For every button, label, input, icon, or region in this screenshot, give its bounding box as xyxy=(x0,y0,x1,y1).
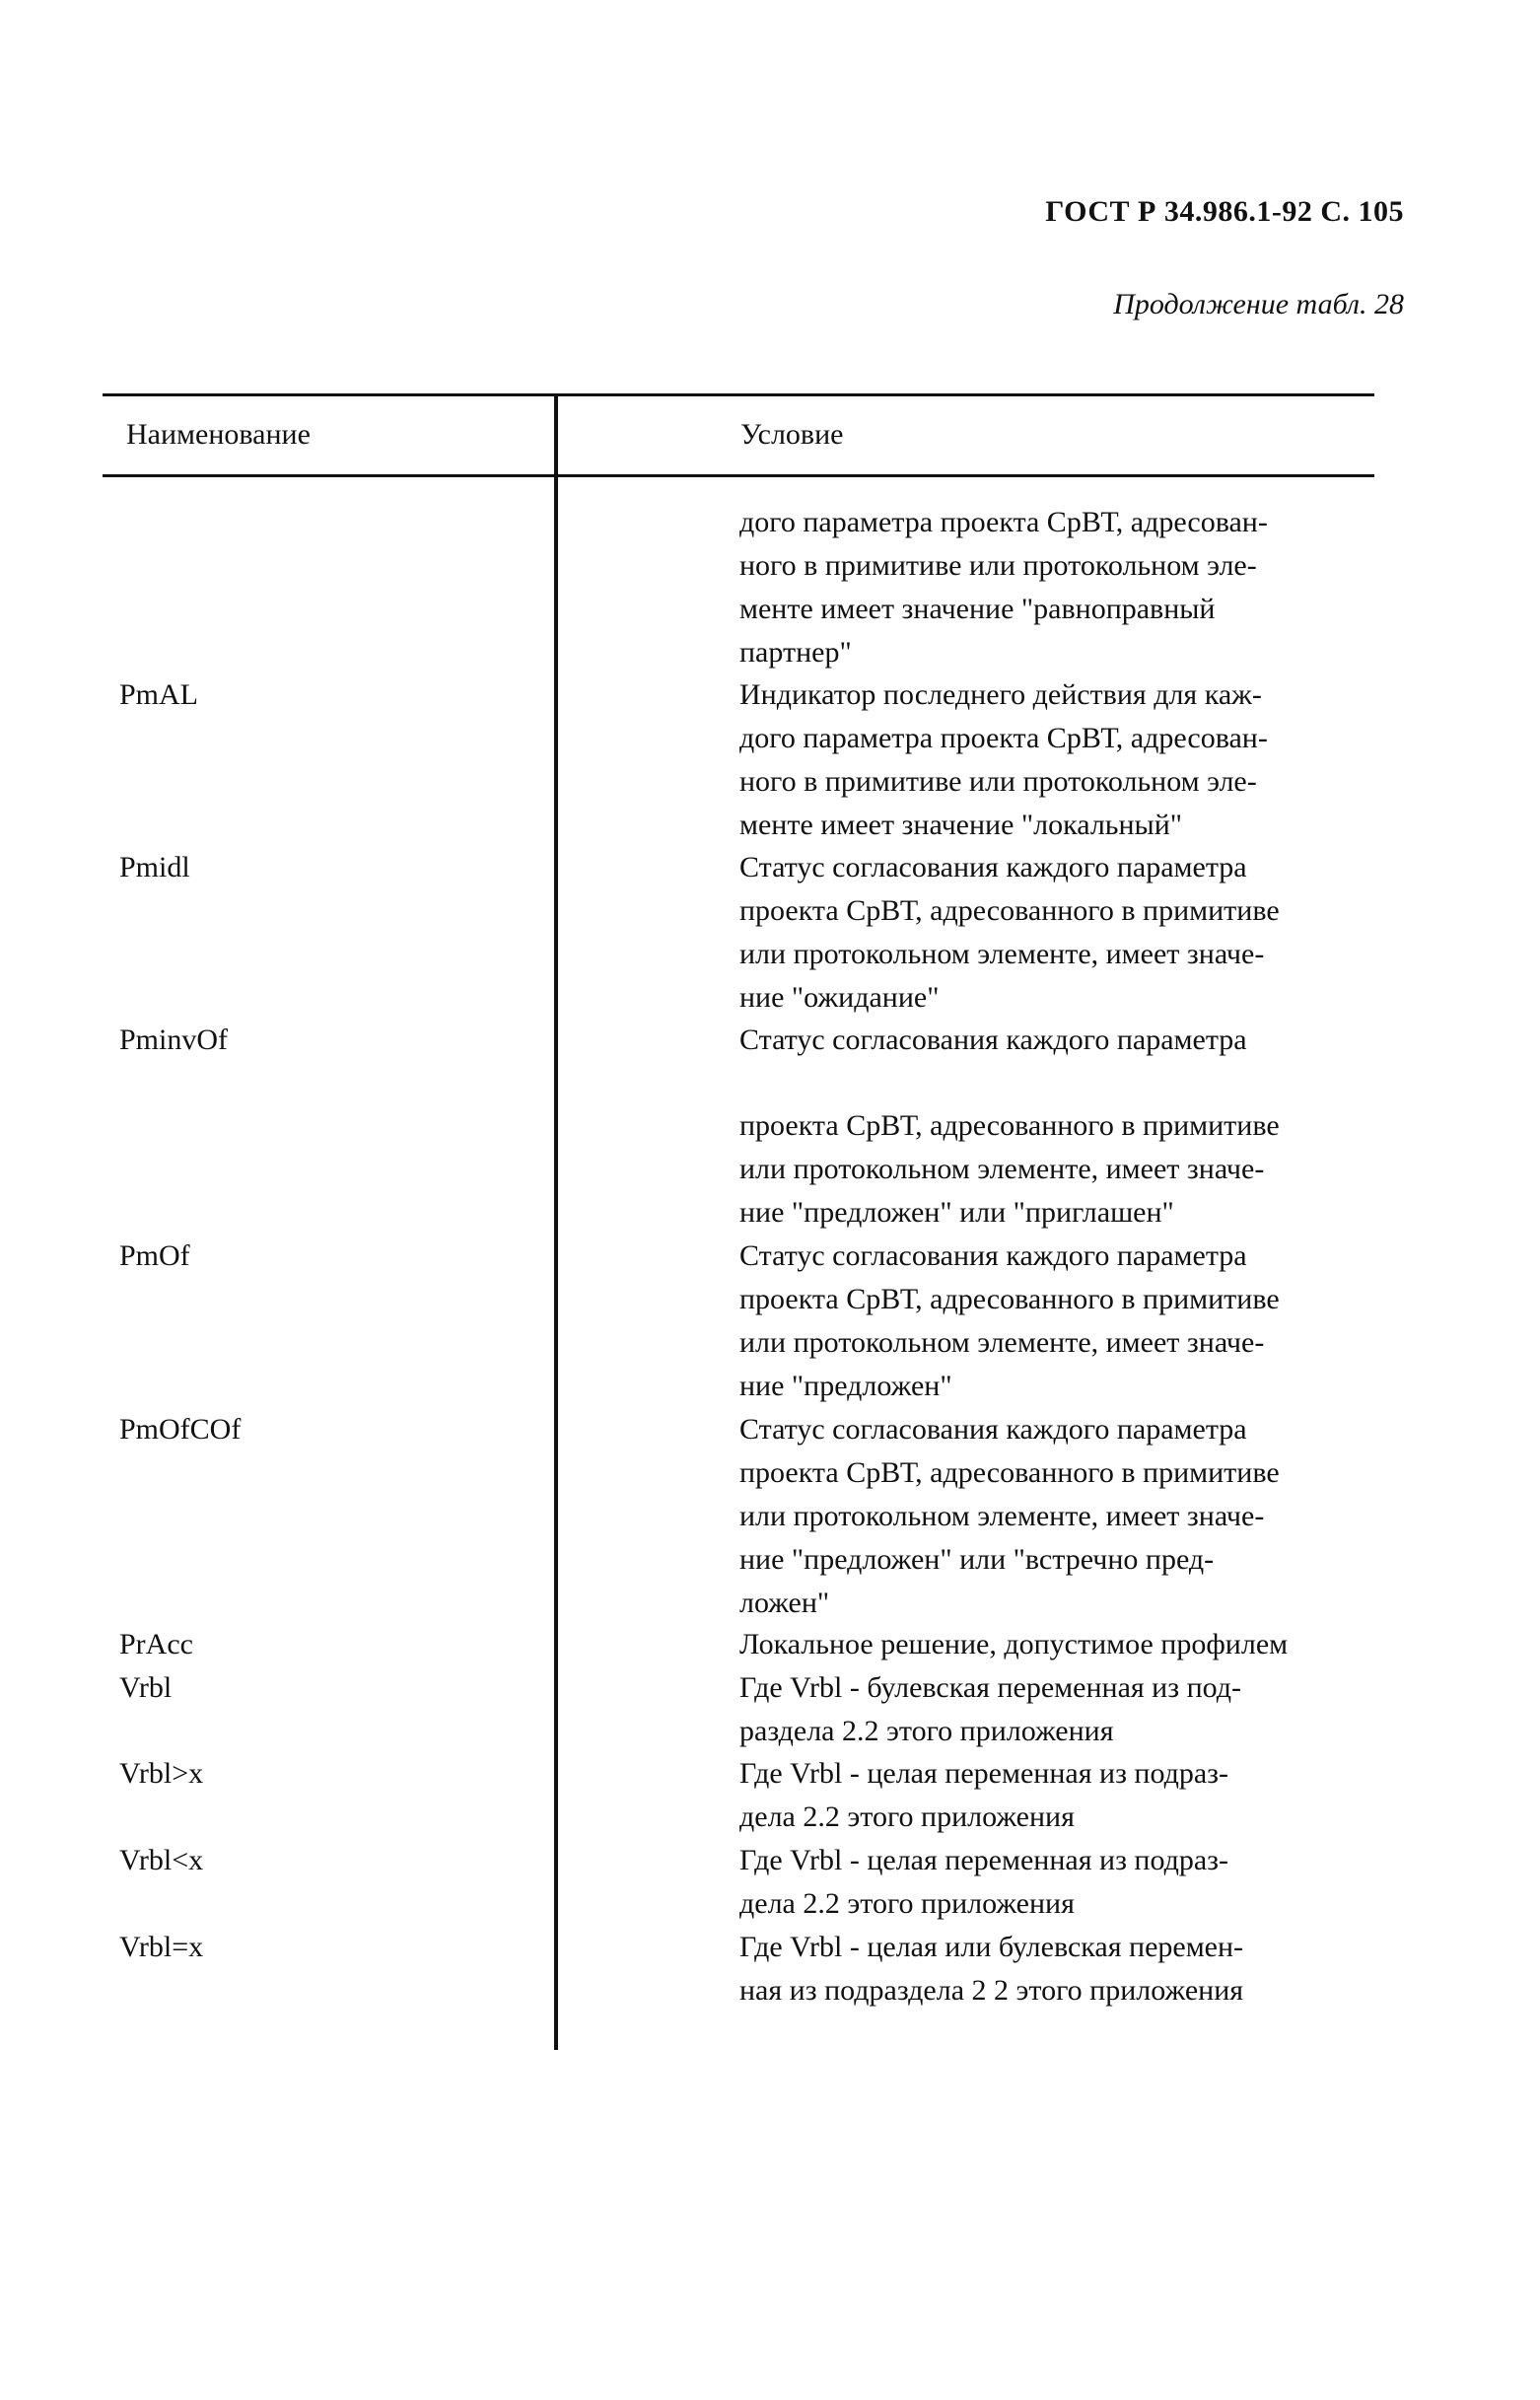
condition-cell: Где Vrbl - целая переменная из подраз- дела 2.2 этого приложения xyxy=(739,1844,1229,1920)
column-divider xyxy=(554,393,558,2050)
condition-cell: Статус согласования каждого параметра проекта СрВТ, адресованного в примитиве или протокольном элементе, имеет значе- ние "предложен" xyxy=(739,1239,1280,1402)
name-cell: PminvOf xyxy=(119,1024,229,1056)
condition-cell: Где Vrbl - целая переменная из подраз- дела 2.2 этого приложения xyxy=(739,1757,1229,1833)
condition-cell: Локальное решение, допустимое профилем xyxy=(739,1628,1289,1660)
name-cell: Vrbl<x xyxy=(119,1844,204,1876)
table-header-rule xyxy=(103,474,1374,477)
condition-cell: Где Vrbl - булевская переменная из под- раздела 2.2 этого приложения xyxy=(739,1671,1242,1747)
name-cell: PmOfCOf xyxy=(119,1413,242,1446)
table-caption: Продолжение табл. 28 xyxy=(1113,288,1404,320)
column-header-condition: Условие xyxy=(740,418,844,451)
name-cell: PmAL xyxy=(119,678,199,711)
condition-cell: Статус согласования каждого параметра проекта СрВТ, адресованного в примитиве или протокольном элементе, имеет значе- ние "ожидание" xyxy=(739,851,1280,1014)
name-cell: Vrbl>x xyxy=(119,1757,204,1790)
name-cell: Vrbl xyxy=(119,1671,173,1704)
name-cell: Vrbl=x xyxy=(119,1931,204,1963)
name-cell: PrAcc xyxy=(119,1628,193,1660)
table-top-rule xyxy=(103,393,1374,396)
name-cell: Pmidl xyxy=(119,851,190,883)
column-header-name: Наименование xyxy=(126,418,311,451)
condition-cell: проекта СрВТ, адресованного в примитиве или протокольном элементе, имеет значе- ние "предложен" или "приглашен" xyxy=(739,1109,1280,1229)
condition-cell: Статус согласования каждого параметра xyxy=(739,1024,1247,1056)
condition-cell: дого параметра проекта СрВТ, адресован- ного в примитиве или протокольном эле- менте имеет значение "равноправный партнер" xyxy=(739,506,1268,669)
name-cell: PmOf xyxy=(119,1239,190,1272)
condition-cell: Индикатор последнего действия для каж- дого параметра проекта СрВТ, адресован- ного в примитиве или протокольном эле- менте имеет значение "локальный" xyxy=(739,678,1268,841)
page-header: ГОСТ Р 34.986.1-92 С. 105 xyxy=(1045,195,1404,228)
condition-cell: Статус согласования каждого параметра проекта СрВТ, адресованного в примитиве или протокольном элементе, имеет значе- ние "предложен" или "встречно пред- ложен" xyxy=(739,1413,1280,1619)
condition-cell: Где Vrbl - целая или булевская перемен- ная из подраздела 2 2 этого приложения xyxy=(739,1931,1244,2007)
